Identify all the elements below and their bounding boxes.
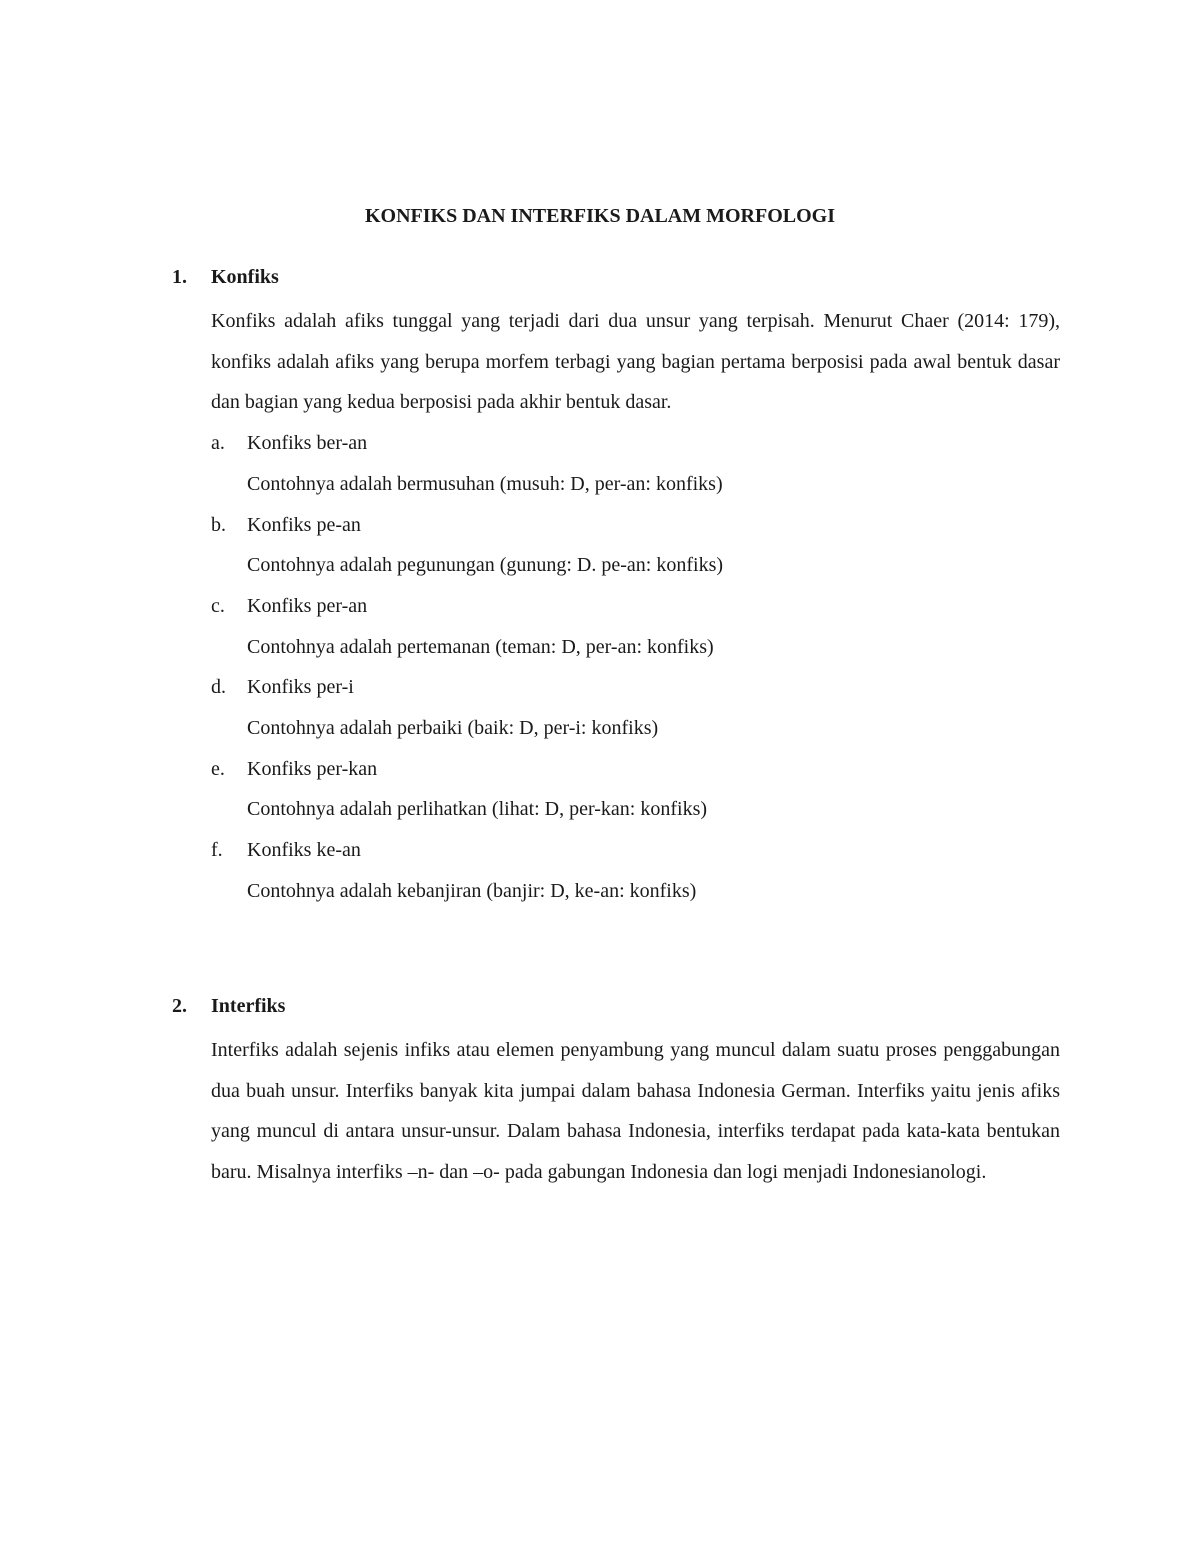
list-item-label: Konfiks ber-an [247, 432, 368, 455]
list-item-label: Konfiks per-an [247, 594, 368, 617]
list-item-label: Konfiks per-kan [247, 757, 378, 780]
document-title: KONFIKS DAN INTERFIKS DALAM MORFOLOGI [364, 205, 836, 227]
section-title: Konfiks [211, 266, 279, 288]
list-item-letter: d. [211, 676, 226, 699]
konfiks-list [211, 423, 1060, 911]
list-item-letter: c. [211, 594, 225, 617]
section-heading [172, 990, 1060, 1030]
section-heading [172, 261, 1060, 301]
section-interfiks [172, 990, 1060, 1193]
list-item-letter: a. [211, 432, 225, 455]
list-item [211, 505, 1060, 586]
list-item-example: Contohnya adalah kebanjiran (banjir: D, ke-an: konfiks) [247, 879, 697, 902]
section-paragraph: Konfiks adalah afiks tunggal yang terjadi dari dua unsur yang terpisah. Menurut Chaer (2014: 179), konfiks adalah afiks yang berupa morfem terbagi yang bagian pertama berposisi pada awal bentuk dasar dan bagian yang kedua berposisi pada akhir bentuk dasar. [211, 310, 1060, 414]
list-item-label: Konfiks ke-an [247, 839, 361, 862]
list-item-example: Contohnya adalah perbaiki (baik: D, per-i: konfiks) [247, 717, 659, 740]
list-item-label: Konfiks per-i [247, 676, 354, 699]
section-title: Interfiks [211, 995, 286, 1017]
list-item [211, 423, 1060, 504]
section-number: 2. [172, 995, 187, 1017]
list-item [211, 830, 1060, 911]
list-item-example: Contohnya adalah perlihatkan (lihat: D, per-kan: konfiks) [247, 798, 708, 821]
section-konfiks [172, 261, 1060, 912]
list-item [211, 586, 1060, 667]
list-item-example: Contohnya adalah pertemanan (teman: D, per-an: konfiks) [247, 635, 714, 658]
section-paragraph: Interfiks adalah sejenis infiks atau elemen penyambung yang muncul dalam suatu proses penggabungan dua buah unsur. Interfiks banyak kita jumpai dalam bahasa Indonesia German. Interfiks yaitu jenis afiks yang muncul di antara unsur-unsur. Dalam bahasa Indonesia, interfiks terdapat pada kata-kata bentukan baru. Misalnya interfiks –n- dan –o- pada gabungan Indonesia dan logi menjadi Indonesianologi. [211, 1039, 1060, 1184]
list-item-letter: e. [211, 757, 225, 780]
list-item [211, 749, 1060, 830]
section-number: 1. [172, 266, 187, 288]
list-item-letter: b. [211, 513, 226, 536]
list-item [211, 667, 1060, 748]
list-item-example: Contohnya adalah bermusuhan (musuh: D, per-an: konfiks) [247, 472, 723, 495]
list-item-letter: f. [211, 839, 223, 862]
list-item-label: Konfiks pe-an [247, 513, 361, 536]
list-item-example: Contohnya adalah pegunungan (gunung: D. pe-an: konfiks) [247, 554, 724, 577]
